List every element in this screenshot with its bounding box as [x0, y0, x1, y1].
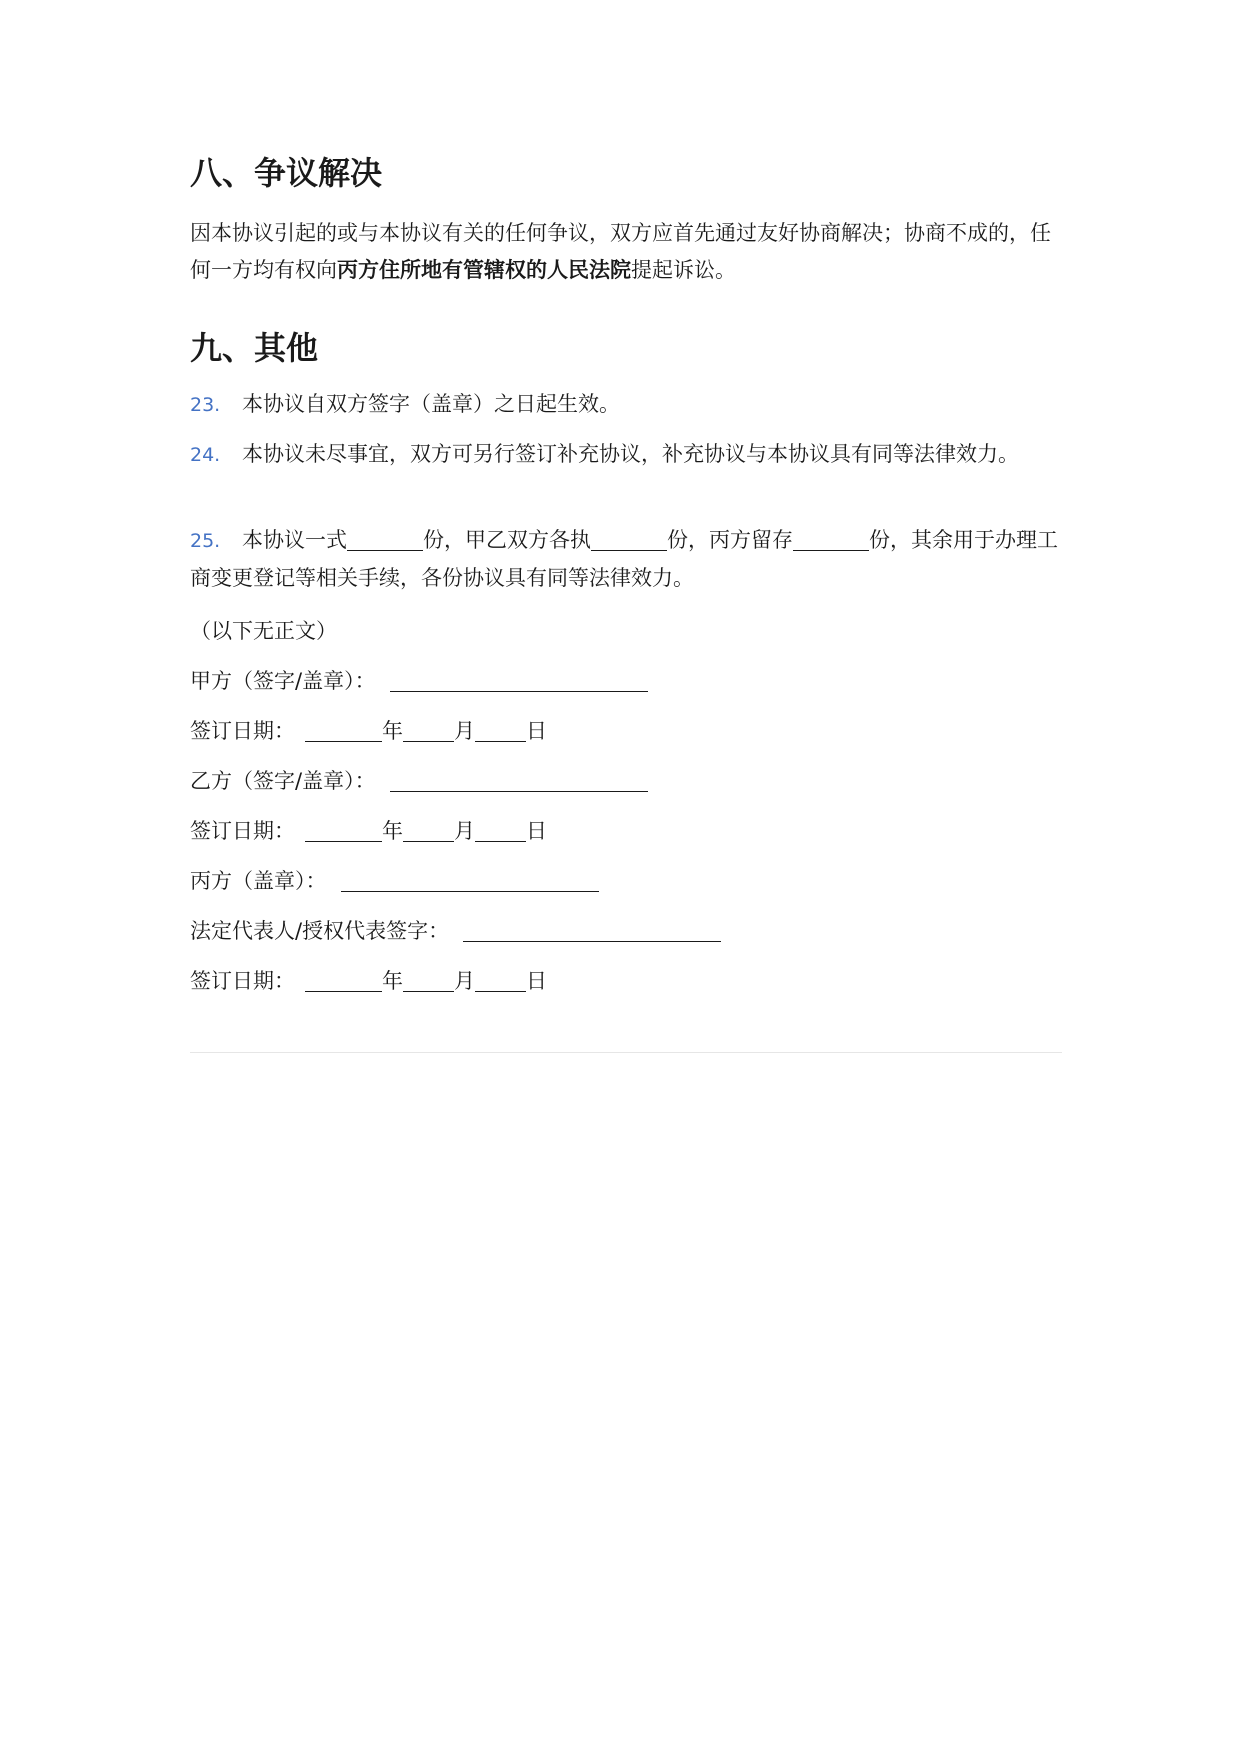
date-label: 签订日期：: [190, 969, 295, 993]
party-a-label: 甲方（签字/盖章）：: [190, 669, 376, 693]
month-label: 月: [454, 969, 475, 993]
day-blank[interactable]: [475, 719, 526, 742]
party-b-signature-blank[interactable]: [390, 769, 648, 792]
year-blank[interactable]: [305, 819, 382, 842]
document-page: [190, 0, 1062, 1755]
date-line-b: [190, 816, 547, 846]
section-8-paragraph: [190, 215, 1062, 289]
page-divider: [190, 1052, 1062, 1053]
clause-text-part-4: 份，其余用于办理工商变更登记等相关手续，各份协议具有同等法律效力。: [190, 528, 1058, 590]
court-jurisdiction-bold: 丙方住所地有管辖权的人民法院: [337, 258, 631, 282]
day-blank[interactable]: [475, 819, 526, 842]
section-9-heading: 九、其他: [190, 329, 319, 367]
party-c-seal-line: [190, 866, 599, 896]
day-label: 日: [526, 819, 547, 843]
clause-text-part-2: 份，甲乙双方各执: [423, 528, 591, 552]
clause-23: [190, 386, 1062, 424]
section-8-heading: 八、争议解决: [190, 154, 383, 192]
day-label: 日: [526, 969, 547, 993]
clause-25: [190, 522, 1062, 597]
clause-text: 本协议未尽事宜，双方可另行签订补充协议，补充协议与本协议具有同等法律效力。: [242, 442, 1019, 466]
year-blank[interactable]: [305, 719, 382, 742]
party-b-signature-line: [190, 766, 648, 796]
legal-rep-signature-blank[interactable]: [463, 919, 721, 942]
month-blank[interactable]: [403, 969, 454, 992]
copies-total-blank[interactable]: [347, 528, 423, 551]
dispute-text-start: 因本协议引起的或与本协议有关的任何争议，双方应首先通过友好协商解决；协商不成的，任何一方均有权向: [190, 221, 1051, 282]
date-line-c: [190, 966, 547, 996]
party-b-label: 乙方（签字/盖章）：: [190, 769, 376, 793]
date-label: 签订日期：: [190, 819, 295, 843]
copies-retained-blank[interactable]: [793, 528, 869, 551]
clause-text: 本协议自双方签字（盖章）之日起生效。: [242, 392, 620, 416]
party-c-label: 丙方（盖章）：: [190, 869, 327, 893]
party-a-signature-line: [190, 666, 648, 696]
day-label: 日: [526, 719, 547, 743]
copies-each-blank[interactable]: [591, 528, 667, 551]
clause-24: [190, 436, 1062, 474]
year-label: 年: [382, 719, 403, 743]
month-label: 月: [454, 819, 475, 843]
party-a-signature-blank[interactable]: [390, 669, 648, 692]
clause-number: 24.: [190, 444, 221, 466]
clause-number: 25.: [190, 530, 221, 552]
month-label: 月: [454, 719, 475, 743]
no-text-below: （以下无正文）: [190, 619, 337, 643]
party-c-seal-blank[interactable]: [341, 869, 599, 892]
date-line-a: [190, 716, 547, 746]
month-blank[interactable]: [403, 819, 454, 842]
day-blank[interactable]: [475, 969, 526, 992]
date-label: 签订日期：: [190, 719, 295, 743]
clause-text-part-3: 份，丙方留存: [667, 528, 793, 552]
year-blank[interactable]: [305, 969, 382, 992]
clause-number: 23.: [190, 394, 221, 416]
year-label: 年: [382, 819, 403, 843]
year-label: 年: [382, 969, 403, 993]
dispute-text-end: 提起诉讼。: [631, 258, 736, 282]
legal-rep-signature-line: [190, 916, 721, 946]
legal-rep-label: 法定代表人/授权代表签字：: [190, 919, 450, 943]
month-blank[interactable]: [403, 719, 454, 742]
clause-text-part-1: 本协议一式: [242, 528, 347, 552]
